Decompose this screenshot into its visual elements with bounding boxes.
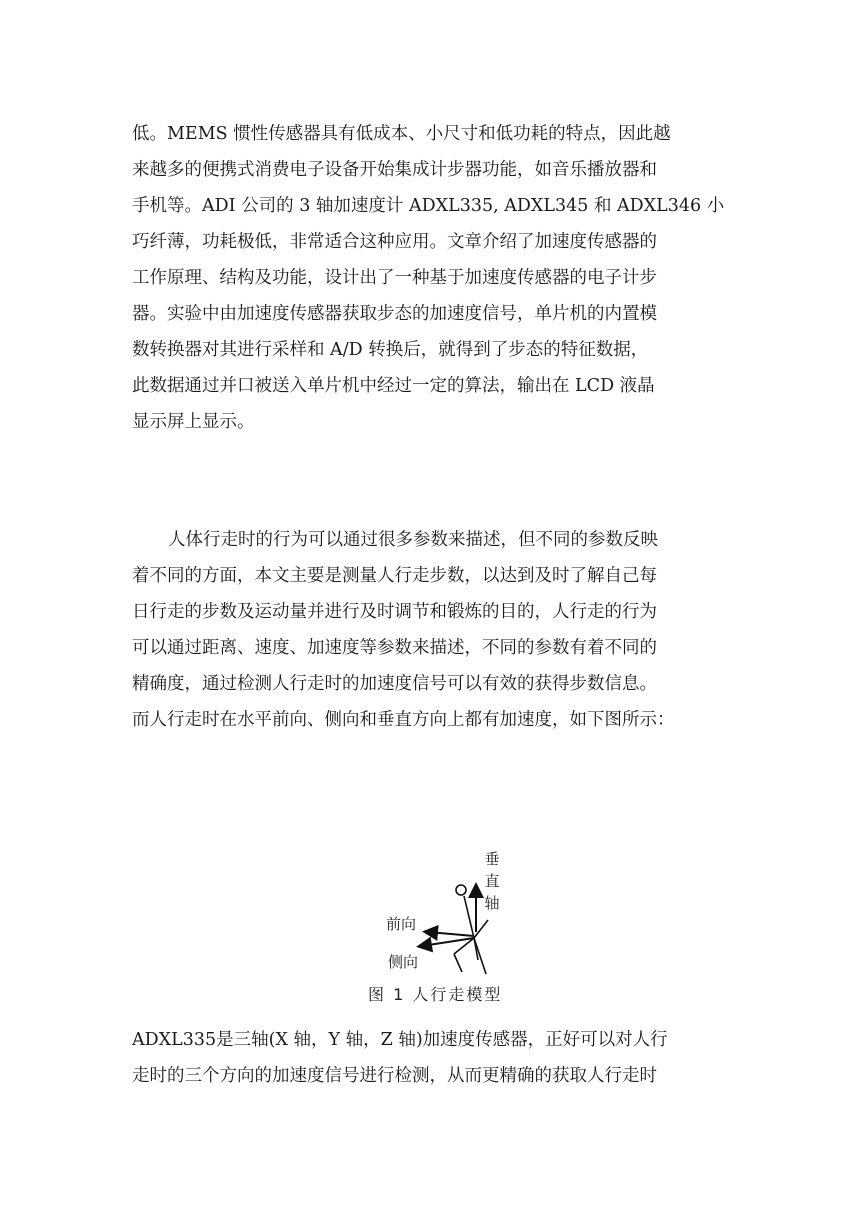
vertical-axis-label (483, 848, 501, 914)
text-line: 巧纤薄，功耗极低，非常适合这种应用。文章介绍了加速度传感器的 (132, 232, 657, 252)
label-char: 垂 (484, 850, 500, 868)
label-char: 轴 (484, 894, 500, 912)
text-line: 工作原理、结构及功能，设计出了一种基于加速度传感器的电子计步 (132, 268, 657, 288)
text-line: 低。MEMS 惯性传感器具有低成本、小尺寸和低功耗的特点，因此越 (132, 124, 671, 144)
label-char: 直 (484, 872, 500, 890)
figure-caption: 图 1 人行走模型 (368, 985, 503, 1004)
text-line: 此数据通过并口被送入单片机中经过一定的算法，输出在 LCD 液晶 (132, 376, 655, 396)
text-line: 器。实验中由加速度传感器获取步态的加速度信号，单片机的内置模 (132, 304, 657, 324)
paragraph-1 (132, 116, 742, 440)
paragraph-3 (132, 1022, 742, 1094)
text-line: 而人行走时在水平前向、侧向和垂直方向上都有加速度，如下图所示： (132, 710, 675, 730)
forward-axis-arrow (428, 932, 474, 936)
leg-line (474, 938, 486, 974)
text-line: 着不同的方面，本文主要是测量人行走步数，以达到及时了解自己每 (132, 566, 657, 586)
text-line: 来越多的便携式消费电子设备开始集成计步器功能，如音乐播放器和 (132, 160, 657, 180)
body-line (464, 896, 474, 938)
text-line: 人体行走时的行为可以通过很多参数来描述，但不同的参数反映 (168, 530, 658, 550)
head-shape (456, 885, 466, 895)
side-axis-label: 侧向 (388, 953, 419, 971)
text-line: 精确度，通过检测人行走时的加速度信号可以有效的获得步数信息。 (132, 674, 657, 694)
text-line: ADXL335是三轴(X 轴，Y 轴，Z 轴)加速度传感器，正好可以对人行 (132, 1030, 668, 1050)
text-line: 可以通过距离、速度、加速度等参数来描述，不同的参数有着不同的 (132, 638, 657, 658)
paragraph-2 (132, 522, 742, 738)
forward-axis-label: 前向 (386, 915, 417, 933)
text-line: 手机等。ADI 公司的 3 轴加速度计 ADXL335, ADXL345 和 ADXL346 小 (132, 196, 725, 216)
text-line: 走时的三个方向的加速度信号进行检测，从而更精确的获取人行走时 (132, 1066, 657, 1086)
text-line: 日行走的步数及运动量并进行及时调节和锻炼的目的，人行走的行为 (132, 602, 657, 622)
text-line: 数转换器对其进行采样和 A/D 转换后，就得到了步态的特征数据， (132, 340, 649, 360)
leg-line (454, 954, 462, 972)
text-line: 显示屏上显示。 (132, 412, 255, 432)
